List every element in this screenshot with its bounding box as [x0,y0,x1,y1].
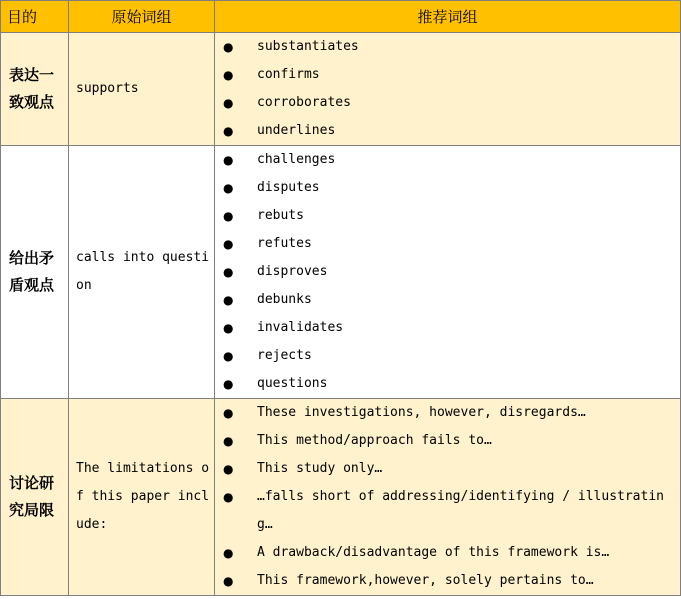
list-item [223,202,676,230]
header-original: 原始词组 [69,1,215,33]
list-item-text: confirms [257,67,320,82]
bullet-icon: ● [223,209,234,223]
list-item-text: This method/approach fails to… [257,433,492,448]
list-item [223,89,676,117]
list-item [223,455,676,483]
bullet-icon: ● [223,153,234,167]
original-phrase-cell: supports [69,33,215,146]
recommended-cell [215,399,681,596]
recommended-list [223,146,676,398]
list-item [223,483,676,539]
original-phrase-cell: The limitations of this paper include: [69,399,215,596]
bullet-icon: ● [223,293,234,307]
bullet-icon: ● [223,574,234,588]
bullet-icon: ● [223,124,234,138]
list-item-text: A drawback/disadvantage of this framework is… [257,545,610,560]
recommended-list [223,33,676,145]
list-item [223,427,676,455]
list-item [223,258,676,286]
list-item [223,174,676,202]
purpose-cell: 讨论研究局限 [1,399,69,596]
list-item-text: disproves [257,264,328,279]
list-item [223,230,676,258]
list-item-text: This framework,however, solely pertains to… [257,573,594,588]
header-row [1,1,681,33]
list-item [223,370,676,398]
list-item-text: underlines [257,123,336,138]
list-item-text: corroborates [257,95,351,110]
bullet-icon: ● [223,462,234,476]
list-item-text: disputes [257,180,320,195]
purpose-cell: 表达一致观点 [1,33,69,146]
bullet-icon: ● [223,321,234,335]
list-item [223,33,676,61]
table-row [1,399,681,596]
bullet-icon: ● [223,377,234,391]
bullet-icon: ● [223,96,234,110]
list-item-text: This study only… [257,461,383,476]
list-item [223,146,676,174]
table-row [1,146,681,399]
list-item-text: debunks [257,292,312,307]
recommended-cell [215,33,681,146]
list-item-text: questions [257,376,328,391]
header-recommended: 推荐词组 [215,1,681,33]
list-item [223,539,676,567]
list-item-text: These investigations, however, disregards… [257,405,586,420]
list-item [223,286,676,314]
list-item-text: challenges [257,152,336,167]
list-item-text: substantiates [257,39,359,54]
header-purpose: 目的 [1,1,69,33]
list-item [223,61,676,89]
bullet-icon: ● [223,68,234,82]
list-item-text: rejects [257,348,312,363]
bullet-icon: ● [223,181,234,195]
bullet-icon: ● [223,349,234,363]
bullet-icon: ● [223,237,234,251]
recommended-cell [215,146,681,399]
list-item [223,342,676,370]
list-item-text: invalidates [257,320,344,335]
bullet-icon: ● [223,434,234,448]
original-phrase-cell: calls into question [69,146,215,399]
list-item [223,567,676,595]
list-item-text: …falls short of addressing/identifying / illustrating… [257,489,664,532]
list-item-text: refutes [257,236,312,251]
bullet-icon: ● [223,546,234,560]
recommended-list [223,399,676,595]
purpose-cell: 给出矛盾观点 [1,146,69,399]
bullet-icon: ● [223,490,234,504]
list-item [223,399,676,427]
bullet-icon: ● [223,406,234,420]
bullet-icon: ● [223,265,234,279]
bullet-icon: ● [223,40,234,54]
list-item-text: rebuts [257,208,304,223]
list-item [223,117,676,145]
list-item [223,314,676,342]
table-row [1,33,681,146]
